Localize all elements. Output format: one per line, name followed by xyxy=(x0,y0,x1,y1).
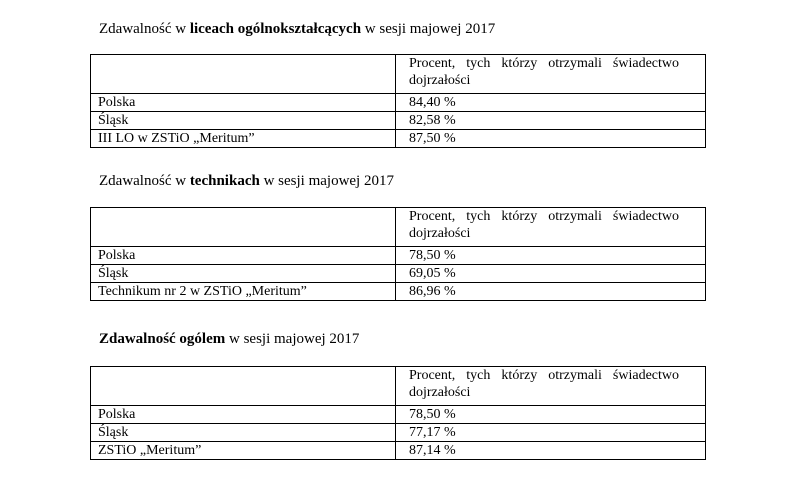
table-header-row xyxy=(91,55,706,94)
row-label: Śląsk xyxy=(91,265,396,283)
table-row xyxy=(91,247,706,265)
row-value: 69,05 % xyxy=(396,265,706,283)
table-header-cell: Procent, tych którzy otrzymali świadectwo dojrzałości xyxy=(396,55,706,94)
heading-text: Zdawalność w xyxy=(99,21,190,37)
row-label: Polska xyxy=(91,247,396,265)
table-row xyxy=(91,442,706,460)
heading-bold-text: technikach xyxy=(189,173,260,189)
table-row xyxy=(91,94,706,112)
row-label: Śląsk xyxy=(91,112,396,130)
row-value: 87,14 % xyxy=(396,442,706,460)
section-heading-licea xyxy=(99,20,495,38)
results-table-ogolem xyxy=(90,366,706,460)
row-label: ZSTiO „Meritum” xyxy=(91,442,396,460)
heading-bold-text: liceach ogólnokształcących xyxy=(189,21,362,37)
table-header-cell: Procent, tych którzy otrzymali świadectwo dojrzałości xyxy=(396,208,706,247)
table-row xyxy=(91,283,706,301)
row-value: 78,50 % xyxy=(396,406,706,424)
results-table-licea xyxy=(90,54,706,148)
table-row xyxy=(91,130,706,148)
heading-text: w sesji majowej 2017 xyxy=(225,331,360,347)
table-header-cell: Procent, tych którzy otrzymali świadectwo dojrzałości xyxy=(396,367,706,406)
row-value: 86,96 % xyxy=(396,283,706,301)
row-value: 77,17 % xyxy=(396,424,706,442)
table-header-empty-cell xyxy=(91,208,396,247)
heading-text: w sesji majowej 2017 xyxy=(259,173,394,189)
row-label: III LO w ZSTiO „Meritum” xyxy=(91,130,396,148)
table-header-row xyxy=(91,208,706,247)
section-heading-technika xyxy=(99,172,394,190)
section-heading-ogolem xyxy=(99,330,359,348)
table-row xyxy=(91,406,706,424)
row-value: 78,50 % xyxy=(396,247,706,265)
table-row xyxy=(91,112,706,130)
row-label: Polska xyxy=(91,406,396,424)
row-value: 84,40 % xyxy=(396,94,706,112)
row-value: 87,50 % xyxy=(396,130,706,148)
results-table-technika xyxy=(90,207,706,301)
row-label: Polska xyxy=(91,94,396,112)
table-row xyxy=(91,424,706,442)
row-label: Technikum nr 2 w ZSTiO „Meritum” xyxy=(91,283,396,301)
heading-text: Zdawalność w xyxy=(99,173,190,189)
table-header-empty-cell xyxy=(91,367,396,406)
heading-text: w sesji majowej 2017 xyxy=(361,21,496,37)
row-label: Śląsk xyxy=(91,424,396,442)
table-header-row xyxy=(91,367,706,406)
row-value: 82,58 % xyxy=(396,112,706,130)
heading-bold-text: Zdawalność ogólem xyxy=(99,331,226,347)
table-header-empty-cell xyxy=(91,55,396,94)
table-row xyxy=(91,265,706,283)
